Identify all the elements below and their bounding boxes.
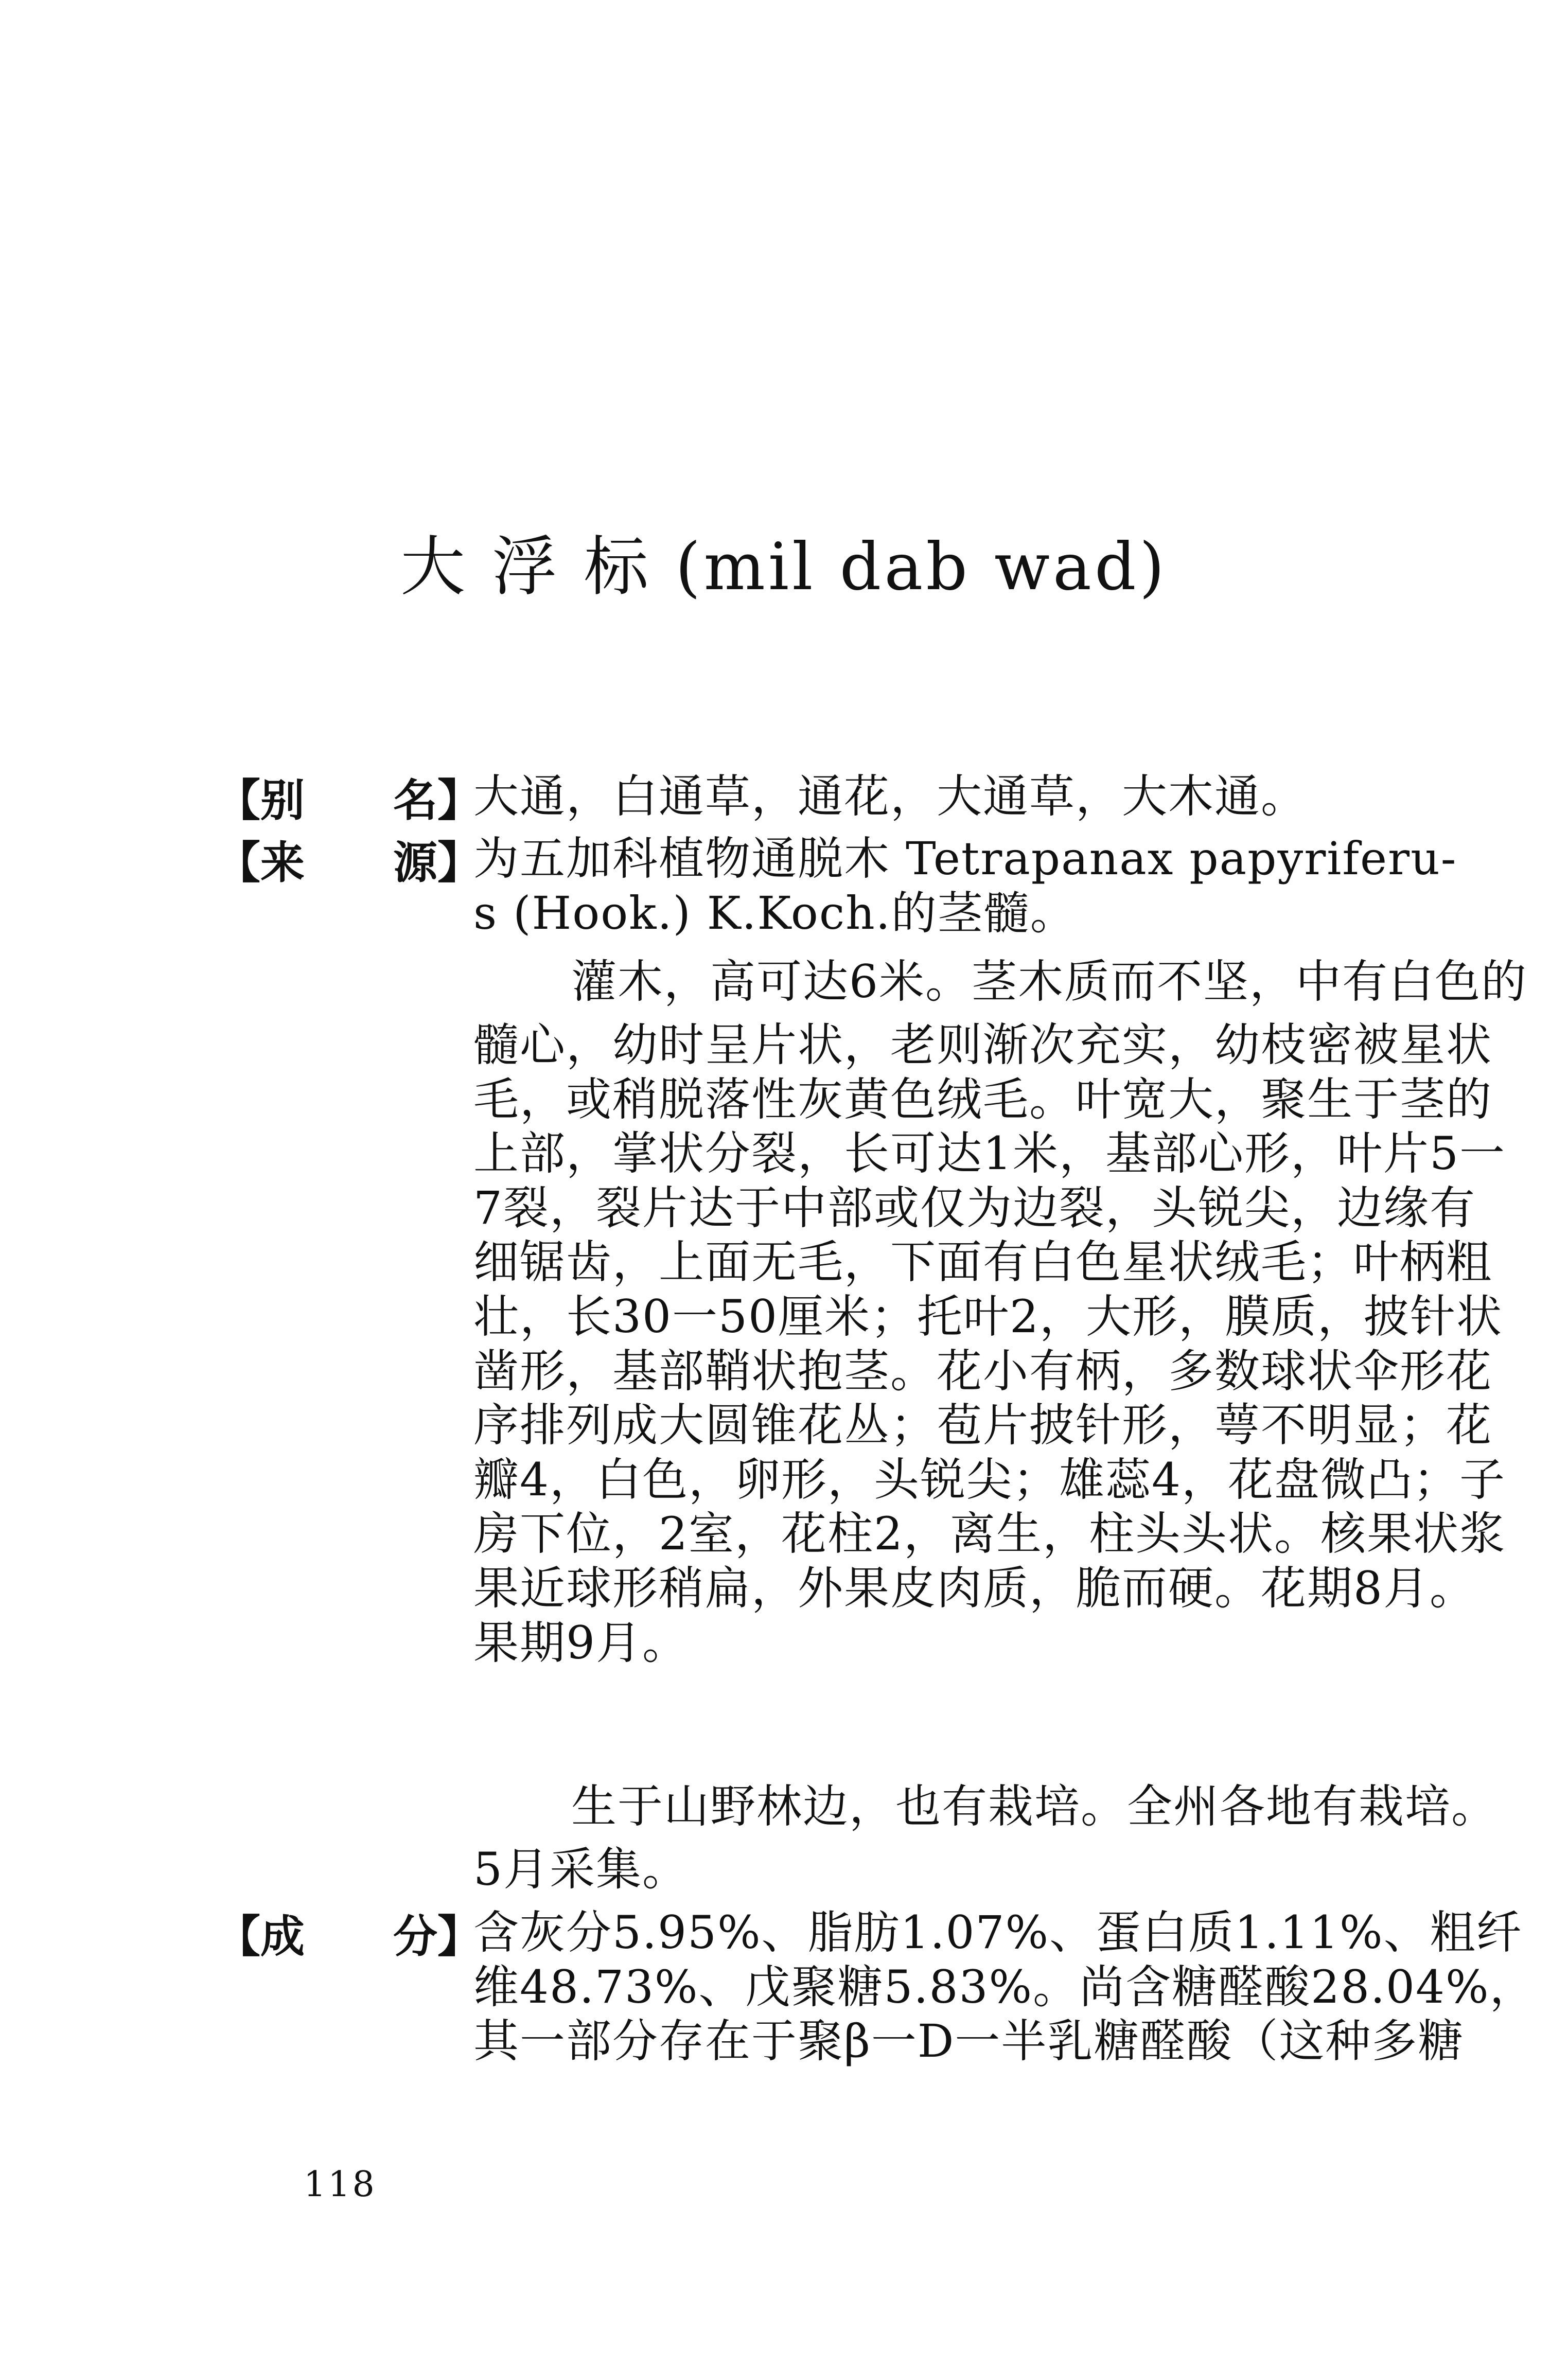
- description-line-8: 凿形，基部鞘状抱茎。花小有柄，多数球状伞形花: [473, 1344, 1493, 1398]
- description-line-6: 细锯齿，上面无毛，下面有白色星状绒毛；叶柄粗: [473, 1235, 1493, 1289]
- habitat-line-1: 生于山野林边，也有栽培。全州各地有栽培。: [571, 1780, 1498, 1833]
- habitat-paragraph-body: [473, 1842, 1441, 1897]
- label-alias: 【别 名】: [216, 774, 482, 826]
- composition-line-3: 其一部分存在于聚β一D一半乳糖醛酸（这种多糖: [473, 2014, 1465, 2068]
- page-number: 118: [304, 2164, 377, 2205]
- page-title: [0, 530, 1568, 605]
- alias-line-1: 大通，白通草，通花，大通草，大木通。: [473, 770, 1308, 823]
- description-paragraph-start: [571, 955, 1527, 1009]
- habitat-line-2: 5月采集。: [473, 1843, 689, 1896]
- description-line-9: 序排列成大圆锥花丛；苞片披针形，萼不明显；花: [473, 1399, 1493, 1452]
- label-composition: 【成 分】: [216, 1911, 482, 1963]
- title-text: 大 浮 标 (mil dab wad): [400, 529, 1168, 605]
- description-line-7: 壮，长30一50厘米；托叶2，大形，膜质，披针状: [473, 1289, 1503, 1343]
- composition-line-1: 含灰分5.95%、脂肪1.07%、蛋白质1.11%、粗纤: [473, 1906, 1523, 1959]
- label-source: 【来 源】: [216, 837, 482, 889]
- description-line-10: 瓣4，白色，卵形，头锐尖；雄蕊4，花盘微凸；子: [473, 1453, 1506, 1506]
- description-line-1: 灌木，高可达6米。茎木质而不坚，中有白色的: [571, 955, 1527, 1008]
- description-line-12: 果近球形稍扁，外果皮肉质，脆而硬。花期8月。: [473, 1561, 1476, 1615]
- description-line-5: 7裂，裂片达于中部或仅为边裂，头锐尖，边缘有: [473, 1181, 1476, 1234]
- composition-line-2: 维48.73%、戊聚糖5.83%。尚含糖醛酸28.04%，: [473, 1960, 1536, 2013]
- habitat-paragraph-start: [571, 1779, 1498, 1834]
- composition-text: [473, 1905, 1536, 2069]
- description-line-4: 上部，掌状分裂，长可达1米，基部心形，叶片5一: [473, 1127, 1506, 1180]
- source-line-1: 为五加科植物通脱木 Tetrapanax papyriferu-: [473, 832, 1457, 885]
- description-paragraph-body: [473, 1018, 1506, 1670]
- description-line-2: 髓心，幼时呈片状，老则渐次充实，幼枝密被星状: [473, 1018, 1493, 1071]
- description-line-3: 毛，或稍脱落性灰黄色绒毛。叶宽大，聚生于茎的: [473, 1072, 1493, 1126]
- source-line-2: s (Hook.) K.Koch.的茎髓。: [473, 886, 1077, 940]
- description-line-11: 房下位，2室，花柱2，离生，柱头头状。核果状浆: [473, 1507, 1506, 1561]
- source-text: [473, 832, 1457, 940]
- alias-text: [473, 769, 1441, 824]
- description-line-13: 果期9月。: [473, 1616, 689, 1669]
